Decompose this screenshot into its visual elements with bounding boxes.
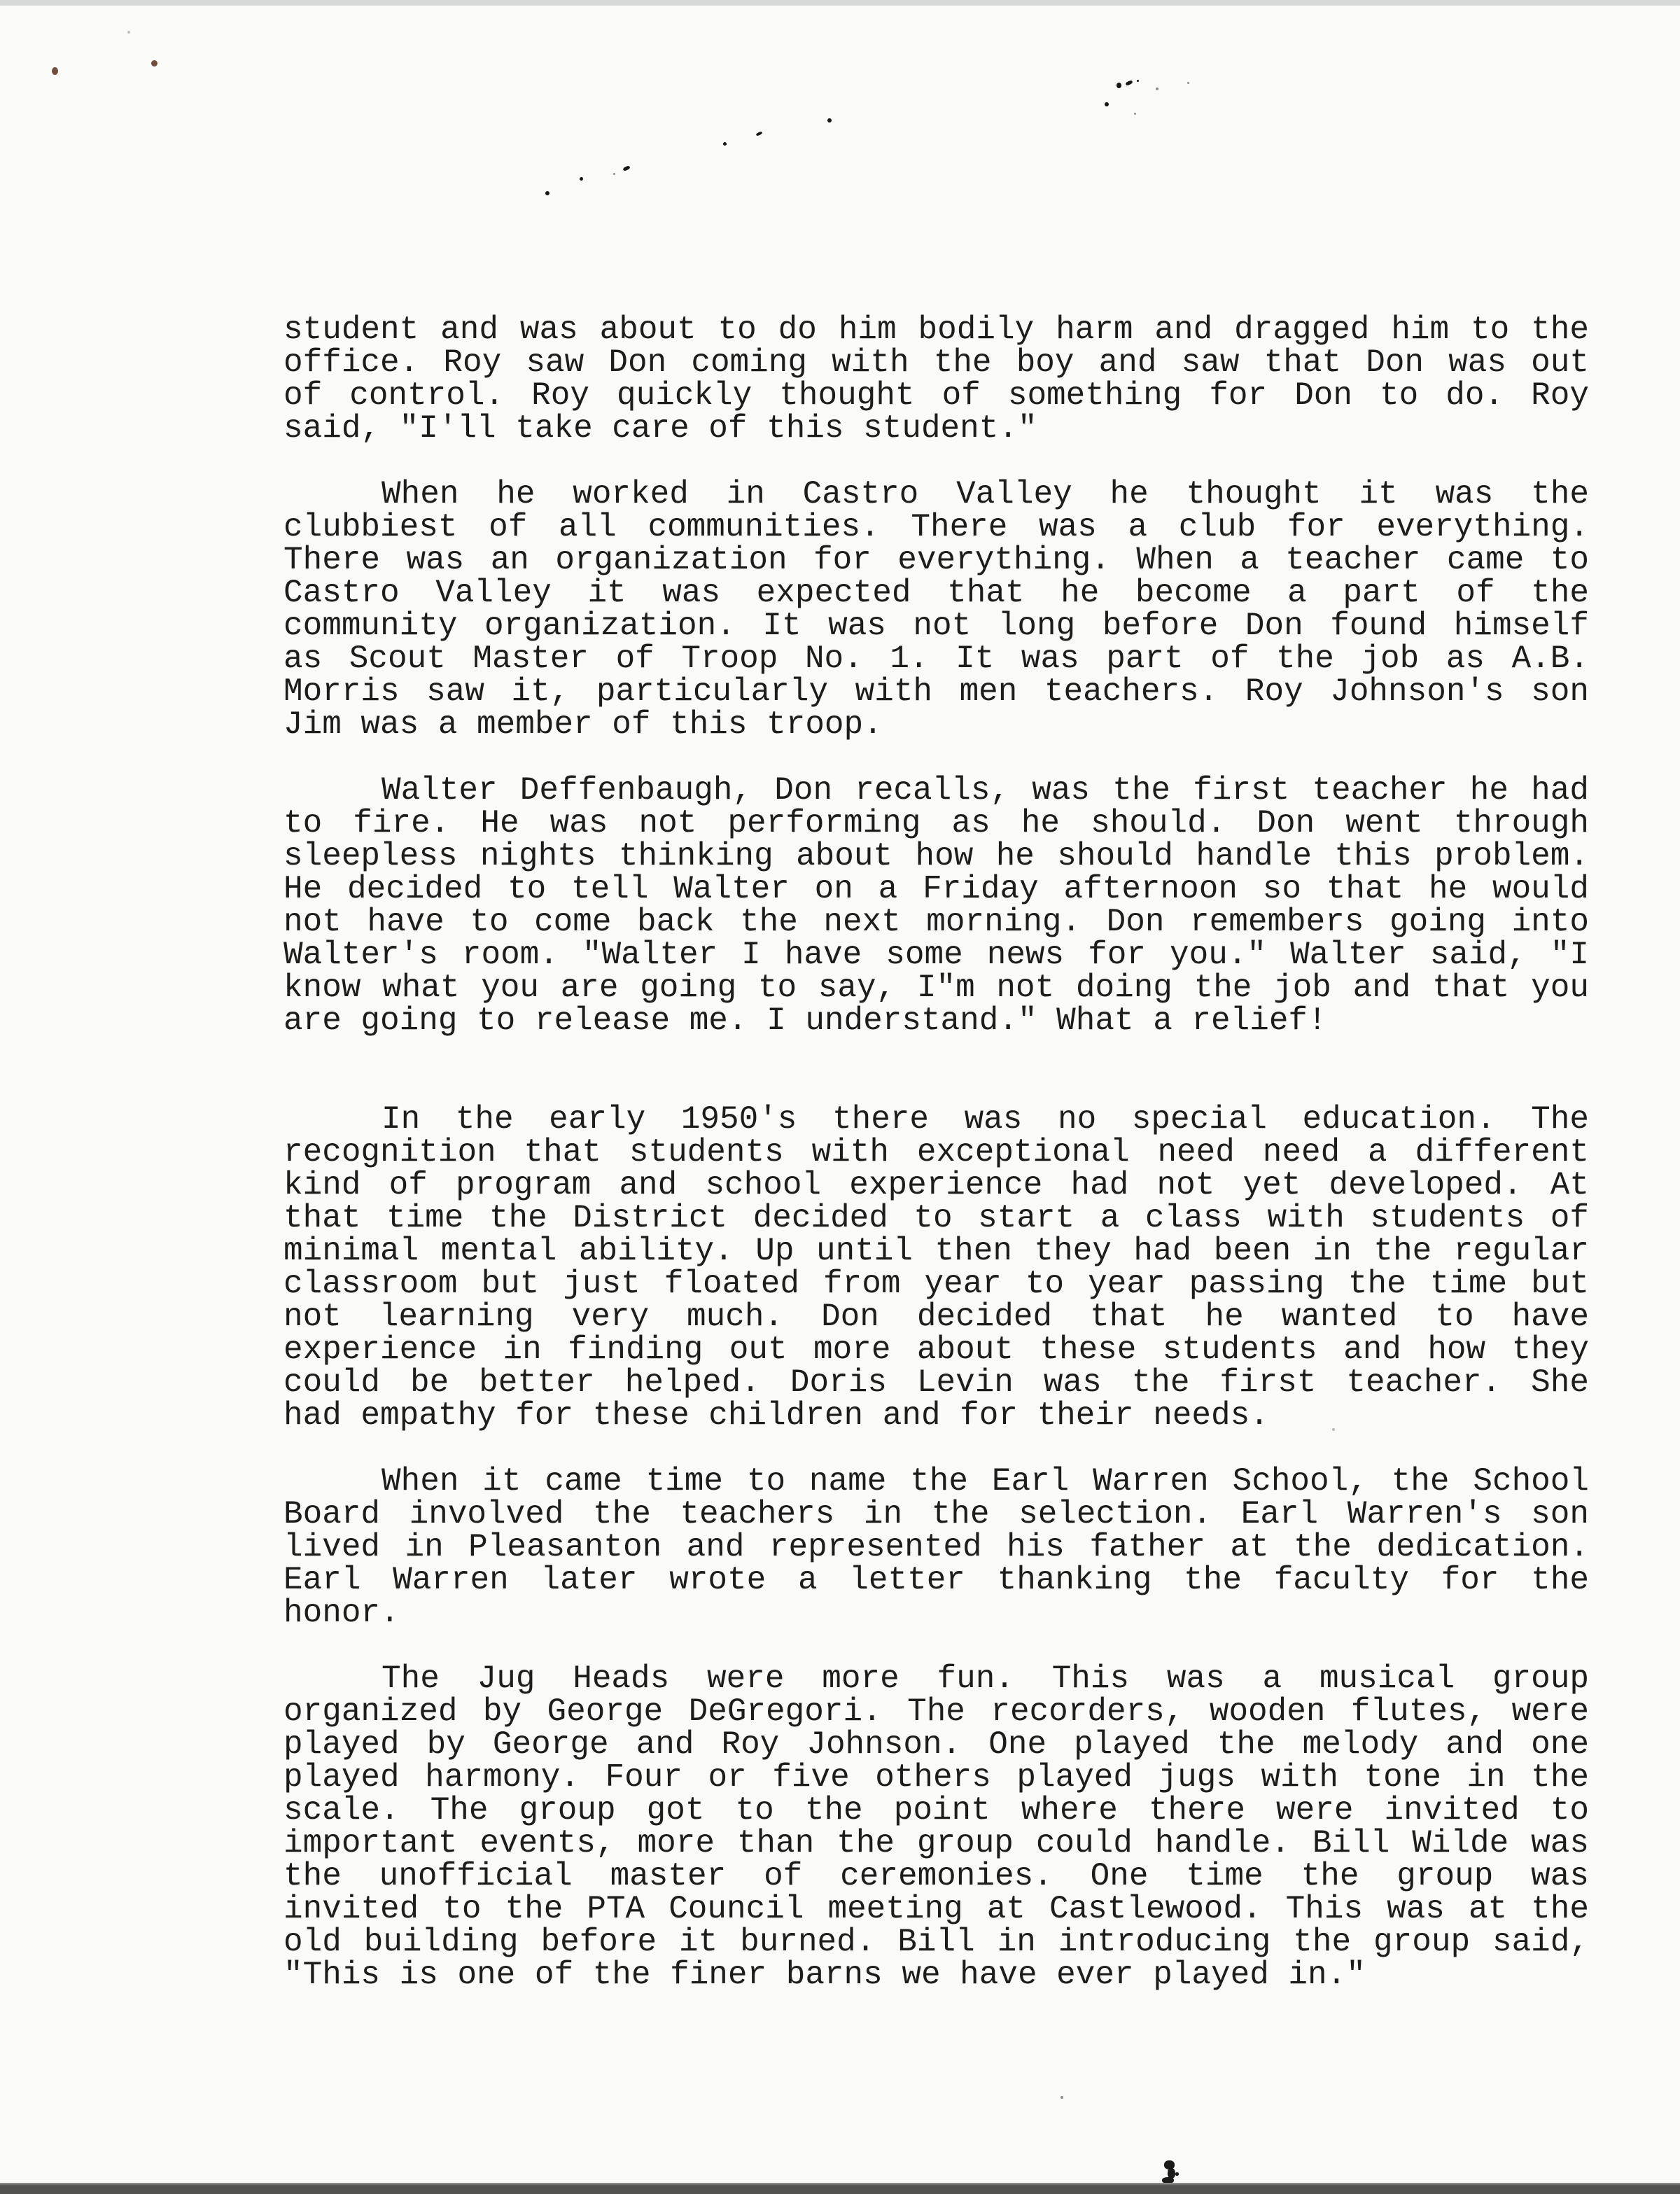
ink-speck	[1156, 88, 1158, 90]
text-line: sleepless nights thinking about how he should handle this problem.	[284, 838, 1589, 874]
text-line: to fire. He was not performing as he should. Don went through	[284, 805, 1589, 841]
paper-speck	[151, 60, 158, 67]
text-line: are going to release me. I understand." What a relief!	[284, 1002, 1327, 1039]
scan-edge-bottom	[0, 2183, 1680, 2194]
text-line: Board involved the teachers in the selection. Earl Warren's son	[284, 1496, 1589, 1532]
ink-speck	[1134, 113, 1136, 115]
text-line: In the early 1950's there was no special education. The	[382, 1101, 1589, 1138]
paragraph-3	[284, 774, 1589, 1037]
text-line: Castro Valley it was expected that he become a part of the	[284, 575, 1589, 611]
text-line: said, "I'll take care of this student."	[284, 410, 1037, 447]
ink-speck	[756, 131, 763, 136]
text-line: not learning very much. Don decided that he wanted to have	[284, 1299, 1589, 1335]
ink-speck	[580, 177, 583, 181]
paragraph-4	[284, 1103, 1589, 1432]
text-line: could be better helped. Doris Levin was the first teacher. She	[284, 1364, 1589, 1401]
text-line: He decided to tell Walter on a Friday afternoon so that he would	[284, 871, 1589, 907]
text-line: clubbiest of all communities. There was a club for everything.	[284, 509, 1589, 545]
text-line: honor.	[284, 1595, 400, 1631]
text-line: played by George and Roy Johnson. One played the melody and one	[284, 1726, 1589, 1763]
text-line: Morris saw it, particularly with men teachers. Roy Johnson's son	[284, 673, 1589, 710]
text-line: When it came time to name the Earl Warren School, the School	[382, 1463, 1589, 1500]
text-line: know what you are going to say, I"m not doing the job and that you	[284, 970, 1589, 1006]
text-line: the unofficial master of ceremonies. One time the group was	[284, 1858, 1589, 1894]
ink-smudge	[1175, 2172, 1179, 2176]
text-line: important events, more than the group could handle. Bill Wilde was	[284, 1825, 1589, 1861]
ink-speck	[1137, 80, 1139, 82]
text-line: Earl Warren later wrote a letter thanking the faculty for the	[284, 1562, 1589, 1598]
text-line: had empathy for these children and for their needs.	[284, 1397, 1269, 1434]
text-line: played harmony. Four or five others played jugs with tone in the	[284, 1759, 1589, 1796]
text-line: classroom but just floated from year to year passing the time but	[284, 1266, 1589, 1302]
ink-speck	[827, 118, 832, 123]
ink-speck	[622, 165, 630, 172]
text-line: student and was about to do him bodily harm and dragged him to the	[284, 312, 1589, 348]
ink-speck	[1332, 1428, 1335, 1431]
paragraph-6	[284, 1663, 1589, 1992]
text-line: Jim was a member of this troop.	[284, 706, 883, 743]
text-line: scale. The group got to the point where there were invited to	[284, 1792, 1589, 1829]
text-line: not have to come back the next morning. Don remembers going into	[284, 904, 1589, 940]
text-line: "This is one of the finer barns we have ever played in."	[284, 1957, 1366, 1993]
ink-speck	[723, 142, 727, 146]
paragraph-1	[284, 314, 1589, 445]
text-line: invited to the PTA Council meeting at Castlewood. This was at the	[284, 1891, 1589, 1927]
scan-edge-top	[0, 0, 1680, 6]
text-line: When he worked in Castro Valley he thought it was the	[382, 476, 1589, 512]
ink-speck	[1187, 82, 1189, 84]
text-line: community organization. It was not long before Don found himself	[284, 608, 1589, 644]
text-line: experience in finding out more about these students and how they	[284, 1332, 1589, 1368]
ink-speck	[1105, 102, 1109, 106]
typewritten-text-block	[284, 314, 1589, 1992]
ink-speck	[1116, 83, 1121, 88]
text-line: organized by George DeGregori. The recorders, wooden flutes, were	[284, 1693, 1589, 1730]
text-line: The Jug Heads were more fun. This was a musical group	[382, 1661, 1589, 1697]
ink-speck	[1125, 80, 1133, 86]
text-line: of control. Roy quickly thought of something for Don to do. Roy	[284, 377, 1589, 414]
text-line: Walter Deffenbaugh, Don recalls, was the first teacher he had	[382, 772, 1589, 809]
text-line: old building before it burned. Bill in introducing the group said,	[284, 1924, 1589, 1960]
ink-speck	[1060, 2096, 1063, 2099]
text-line: as Scout Master of Troop No. 1. It was part of the job as A.B.	[284, 641, 1589, 677]
text-line: that time the District decided to start a class with students of	[284, 1200, 1589, 1236]
text-line: kind of program and school experience had not yet developed. At	[284, 1167, 1589, 1203]
ink-speck	[545, 191, 550, 195]
text-line: lived in Pleasanton and represented his father at the dedication.	[284, 1529, 1589, 1565]
paragraph-2	[284, 478, 1589, 741]
text-line: There was an organization for everything. When a teacher came to	[284, 542, 1589, 578]
text-line: Walter's room. "Walter I have some news for you." Walter said, "I	[284, 937, 1589, 973]
ink-speck	[613, 173, 615, 175]
paragraph-5	[284, 1465, 1589, 1630]
text-line: minimal mental ability. Up until then they had been in the regular	[284, 1233, 1589, 1269]
paper-speck	[52, 67, 58, 75]
paper-speck	[127, 31, 130, 34]
text-line: office. Roy saw Don coming with the boy and saw that Don was out	[284, 344, 1589, 381]
text-line: recognition that students with exceptional need need a different	[284, 1134, 1589, 1171]
